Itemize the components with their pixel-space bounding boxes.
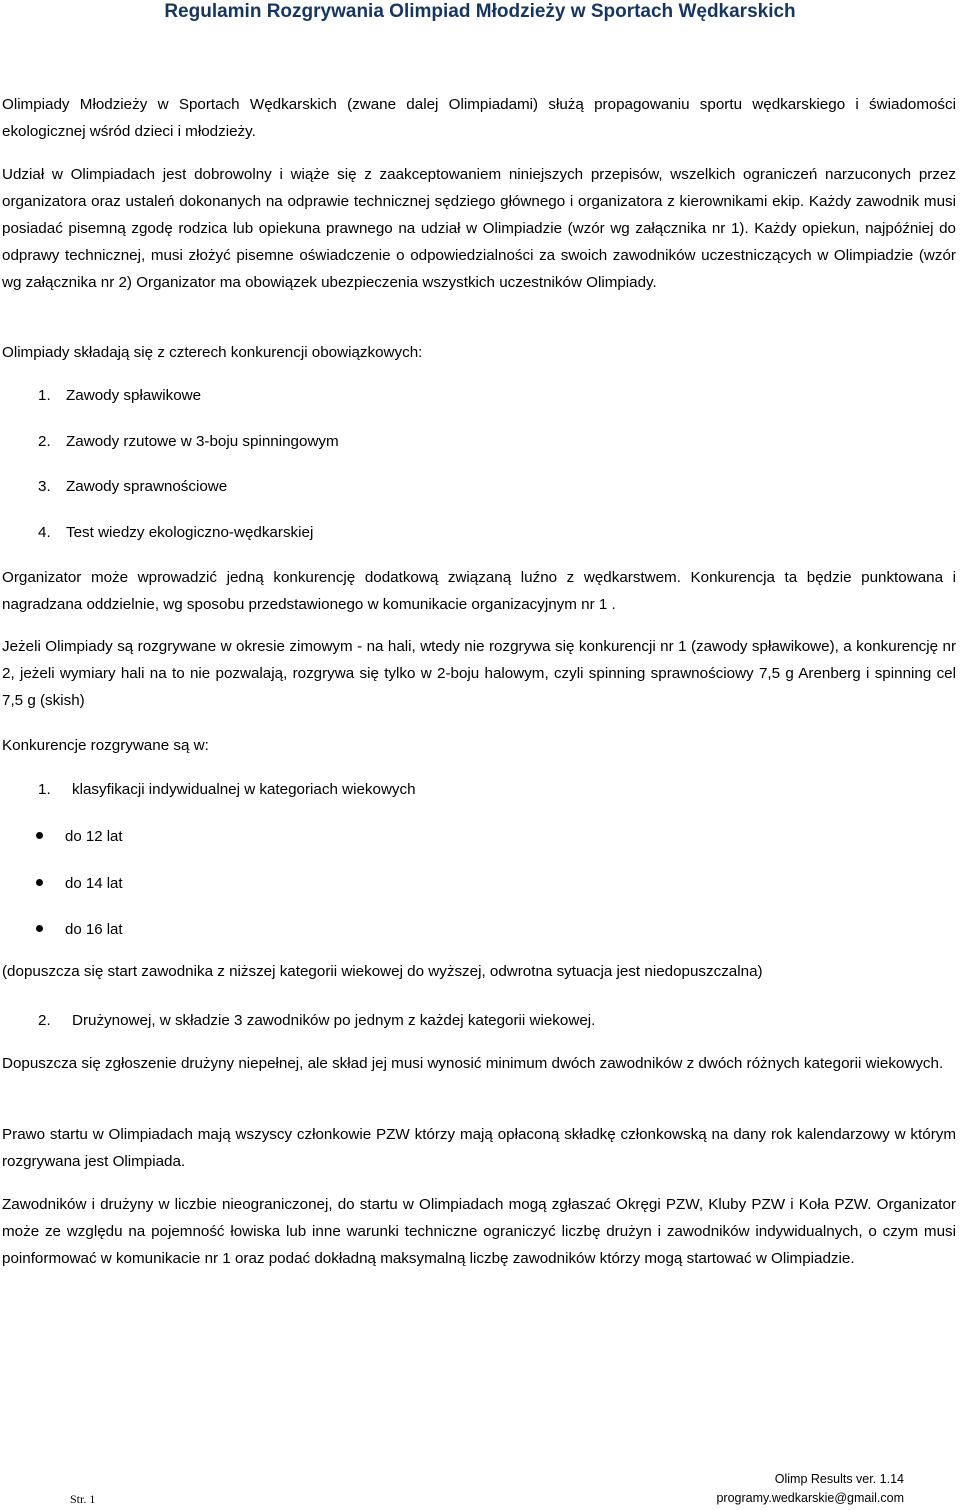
bullet-icon [36, 879, 43, 886]
participation-paragraph: Udział w Olimpiadach jest dobrowolny i wiąże się z zaakceptowaniem niniejszych przepisów, wszelkich ograniczeń narzuconych przez organizatora oraz ustaleń dokonanych na odprawie technicznej sędziego głównego i organizatora z kierownikami ekip. Każdy zawodnik musi posiadać pisemną zgodę rodzica lub opiekuna prawnego na udział w Olimpiadzie (wzór wg załącznika nr 1). Każdy opiekun, najpóźniej do odprawy technicznej, musi złożyć pisemne oświadczenie o odpowiedzialności za swoich zawodników uczestniczących w Olimpiadzie (wzór wg załącznika nr 2) Organizator ma obowiązek ubezpieczenia wszystkich uczestników Olimpiady. [2, 166, 956, 291]
winter-paragraph: Jeżeli Olimpiady są rozgrywane w okresie zimowym - na hali, wtedy nie rozgrywa się konkurencji nr 1 (zawody spławikowe), a konkurencję nr 2, jeżeli wymiary hali na to nie pozwalają, rozgrywa się tylko w 2-boju halowym, czyli spinning sprawnościowy 7,5 g Arenberg i spinning cel 7,5 g (skish) [2, 638, 956, 709]
page-title: Regulamin Rozgrywania Olimpiad Młodzieży w Sportach Wędkarskich [164, 1, 796, 22]
age-note-paragraph: (dopuszcza się start zawodnika z niższej kategorii wiekowej do wyższej, odwrotna sytuacja jest niedopuszczalna) [2, 963, 763, 980]
page-number: Str. 1 [70, 1492, 96, 1506]
competition-number: 3. [38, 478, 51, 495]
bullet-icon [36, 925, 43, 932]
competition-number: 1. [38, 387, 51, 404]
age-group-label: do 16 lat [65, 921, 123, 938]
competition-label: Zawody rzutowe w 3-boju spinningowym [66, 433, 339, 450]
age-group-item [36, 826, 123, 848]
classification-number: 1. [38, 781, 51, 798]
competition-item-2 [38, 431, 339, 453]
registration-paragraph: Zawodników i drużyny w liczbie nieograniczonej, do startu w Olimpiadach mogą zgłaszać Okręgi PZW, Kluby PZW i Koła PZW. Organizator może ze względu na pojemność łowiska lub inne warunki techniczne ograniczyć liczbę drużyn i zawodników indywidualnych, o czym musi poinformować w komunikacie nr 1 oraz podać dokładną maksymalną liczbę zawodników którzy mogą startować w Olimpiadzie. [2, 1196, 956, 1267]
competitions-intro: Olimpiady składają się z czterech konkurencji obowiązkowych: [2, 344, 423, 361]
team-paragraph: Dopuszcza się zgłoszenie drużyny niepełnej, ale skład jej musi wynosić minimum dwóch zawodników z dwóch różnych kategorii wiekowych. [2, 1055, 944, 1072]
classification-number: 2. [38, 1012, 51, 1029]
competition-item-1 [38, 385, 201, 407]
competition-label: Zawody sprawnościowe [66, 478, 228, 495]
eligibility-paragraph: Prawo startu w Olimpiadach mają wszyscy członkowie PZW którzy mają opłaconą składkę członkowską na dany rok kalendarzowy w którym rozgrywana jest Olimpiada. [2, 1126, 956, 1170]
intro-paragraph: Olimpiady Młodzieży w Sportach Wędkarskich (zwane dalej Olimpiadami) służą propagowaniu sportu wędkarskiego i świadomości ekologicznej wśród dzieci i młodzieży. [2, 96, 956, 140]
classification-label: Drużynowej, w składzie 3 zawodników po jednym z każdej kategorii wiekowej. [72, 1012, 596, 1029]
age-group-item [36, 919, 123, 941]
footer-version: Olimp Results ver. 1.14 [774, 1472, 904, 1486]
age-group-label: do 12 lat [65, 828, 123, 845]
competition-number: 4. [38, 524, 51, 541]
classification-intro: Konkurencje rozgrywane są w: [2, 737, 209, 754]
age-group-label: do 14 lat [65, 875, 123, 892]
competition-item-3 [38, 476, 227, 498]
competition-label: Test wiedzy ekologiczno-wędkarskiej [66, 524, 314, 541]
bullet-icon [36, 832, 43, 839]
classification-label: klasyfikacji indywidualnej w kategoriach wiekowych [72, 781, 416, 798]
footer-email: programy.wedkarskie@gmail.com [716, 1491, 904, 1505]
age-group-item [36, 873, 123, 895]
competition-label: Zawody spławikowe [66, 387, 202, 404]
classification-team [38, 1010, 595, 1032]
extra-competition-paragraph: Organizator może wprowadzić jedną konkurencję dodatkową związaną luźno z wędkarstwem. Konkurencja ta będzie punktowana i nagradzana oddzielnie, wg sposobu przedstawionego w komunikacie organizacyjnym nr 1 . [2, 569, 956, 613]
competition-item-4 [38, 522, 313, 544]
classification-individual [38, 779, 416, 801]
competition-number: 2. [38, 433, 51, 450]
